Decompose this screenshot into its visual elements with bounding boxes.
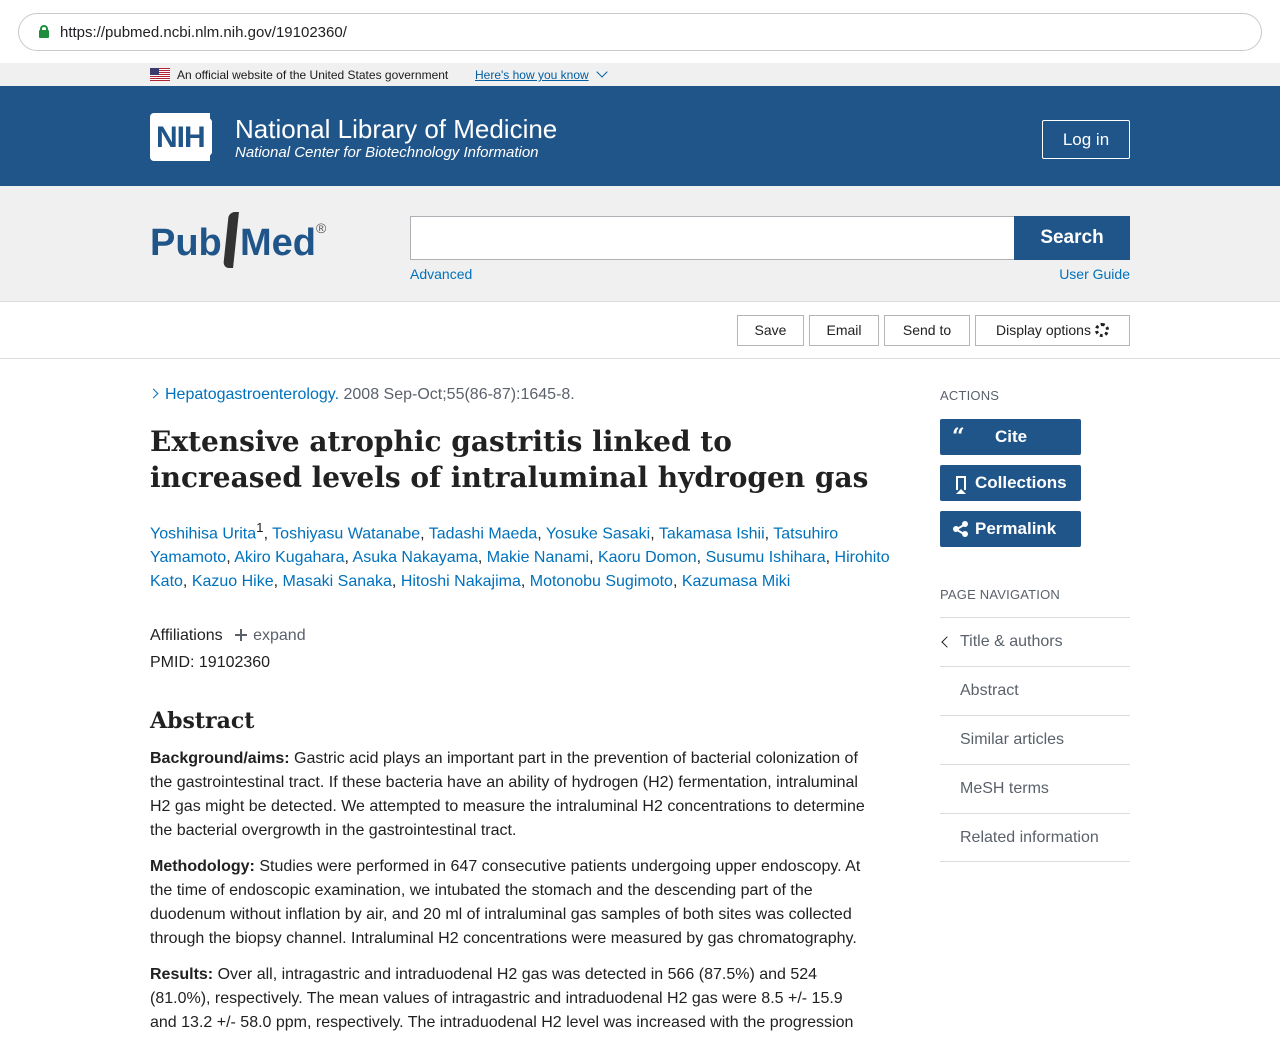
affiliation-marker[interactable]: 1 [256, 520, 264, 535]
save-button[interactable]: Save [737, 315, 804, 346]
lock-icon [39, 25, 49, 39]
user-guide-link[interactable]: User Guide [1059, 266, 1130, 282]
heres-how-you-know-link[interactable]: Here's how you know [475, 68, 589, 82]
author-link[interactable]: Kazumasa Miki [681, 573, 791, 591]
author-link[interactable]: Tatsuhiro Yamamoto [150, 525, 839, 567]
chevron-right-icon[interactable] [149, 389, 159, 399]
author-link[interactable]: Motonobu Sugimoto [529, 573, 673, 591]
nih-logo[interactable]: NIH [150, 113, 228, 161]
author-link[interactable]: Susumu Ishihara [705, 549, 826, 567]
author-link[interactable]: Kaoru Domon [597, 549, 697, 567]
browser-toolbar [0, 0, 1280, 63]
pmid: PMID: 19102360 [150, 654, 271, 671]
abstract-background: Background/aims: Gastric acid plays an important part in the prevention of bacterial colonization of the gastrointestinal tract. If these bacteria have an ability of hydrogen (H2) fermentation, intraluminal H2 gas might be detected. We attempted to measure the intraluminal H2 concentrations to determine the bacterial overgrowth in the gastrointestinal tract. [150, 750, 865, 839]
gov-banner [0, 63, 1280, 86]
author-link[interactable]: Akiro Kugahara [234, 549, 345, 567]
search-button[interactable]: Search [1014, 216, 1130, 260]
article-toolbar [0, 303, 1280, 359]
authors-list: Yoshihisa Urita$^1$, Toshiyasu Watanabe, Tadashi Maeda, Yosuke Sasaki, Takamasa Ishii, Tatsuhiro Yamamoto, Akiro Kugahara, Asuka Nakayama, Makie Nanami, Kaoru Domon, Susumu Ishihara, Hirohito Kato, Kazuo Hike, Masaki Sanaka, Hitoshi Nakajima, Motonobu Sugimoto, Kazumasa Miki [150, 520, 890, 591]
author-link[interactable]: Masaki Sanaka [282, 573, 392, 591]
search-band [0, 186, 1280, 302]
author-link[interactable]: Makie Nanami [486, 549, 590, 567]
journal-citation [150, 386, 575, 404]
nav-similar-articles[interactable]: Similar articles [940, 715, 1130, 764]
citation-details: 2008 Sep-Oct;55(86-87):1645-8. [339, 386, 575, 403]
expand-affiliations-button[interactable]: expand [235, 627, 306, 644]
author-link[interactable]: Yoshihisa Urita [150, 525, 257, 543]
journal-link[interactable]: Hepatogastroenterology. [165, 386, 340, 403]
share-icon [953, 521, 969, 537]
nav-related-information[interactable]: Related information [940, 813, 1130, 862]
cite-button[interactable]: “ Cite [940, 419, 1081, 455]
ncbi-subtitle: National Center for Biotechnology Information [235, 144, 539, 161]
gear-icon [1095, 323, 1109, 337]
author-link[interactable]: Hitoshi Nakajima [400, 573, 521, 591]
us-flag-icon [150, 68, 170, 81]
nlm-title[interactable]: National Library of Medicine [235, 114, 558, 144]
permalink-button[interactable]: Permalink [940, 511, 1081, 547]
nih-header [0, 86, 1280, 186]
author-link[interactable]: Asuka Nakayama [352, 549, 478, 567]
address-bar[interactable] [18, 13, 1262, 51]
sidebar [940, 388, 1130, 846]
plus-icon [235, 629, 247, 641]
abstract-results: Results: Over all, intragastric and intraduodenal H2 gas was detected in 566 (87.5%) and 524 (81.0%), respectively. The mean values of intragastric and intraduodenal H2 gas were 8.5 +/- 15.9 and 13.2 +/- 58.0 ppm, respectively. The intraduodenal H2 level was increased with the progression [150, 966, 854, 1031]
nav-abstract[interactable]: Abstract [940, 666, 1130, 715]
article-title: Extensive atrophic gastritis linked to increased levels of intraluminal hydrogen gas [150, 425, 869, 494]
display-options-button[interactable]: Display options [975, 315, 1130, 346]
nav-title-authors[interactable]: Title & authors [940, 617, 1130, 666]
chevron-down-icon[interactable] [596, 66, 607, 77]
pubmed-logo[interactable]: Pub Med ® [150, 212, 335, 276]
gov-banner-text: An official website of the United States government [177, 68, 449, 82]
chevron-left-icon [941, 636, 952, 647]
abstract-body [150, 747, 870, 1047]
abstract-methodology: Methodology: Studies were performed in 647 consecutive patients undergoing upper endoscopy. At the time of endoscopic examination, we intubated the stomach and the descending part of the duodenum without inflation by air, and 20 ml of intraluminal gas samples of both sites was collected through the biopsy channel. Intraluminal H2 concentrations were measured by gas chromatography. [150, 858, 861, 947]
author-link[interactable]: Kazuo Hike [191, 573, 274, 591]
actions-heading: ACTIONS [940, 388, 1000, 403]
collections-button[interactable]: Collections [940, 465, 1081, 501]
bookmark-icon [956, 476, 966, 490]
login-button[interactable]: Log in [1042, 120, 1130, 159]
send-to-button[interactable]: Send to [884, 315, 970, 346]
quote-icon: “ [952, 424, 965, 450]
quill-icon [223, 212, 239, 268]
url-text[interactable]: https://pubmed.ncbi.nlm.nih.gov/19102360/ [60, 24, 347, 41]
author-link[interactable]: Toshiyasu Watanabe [272, 525, 421, 543]
author-link[interactable]: Tadashi Maeda [428, 525, 538, 543]
author-link[interactable]: Takamasa Ishii [658, 525, 765, 543]
page-navigation-heading: PAGE NAVIGATION [940, 587, 1061, 602]
author-link[interactable]: Hirohito Kato [150, 549, 890, 591]
affiliations: Affiliations expand [150, 627, 306, 644]
email-button[interactable]: Email [809, 315, 879, 346]
nav-mesh-terms[interactable]: MeSH terms [940, 764, 1130, 813]
search-input[interactable] [410, 216, 1016, 260]
abstract-heading: Abstract [150, 708, 255, 734]
author-link[interactable]: Yosuke Sasaki [545, 525, 651, 543]
advanced-search-link[interactable]: Advanced [410, 266, 473, 282]
